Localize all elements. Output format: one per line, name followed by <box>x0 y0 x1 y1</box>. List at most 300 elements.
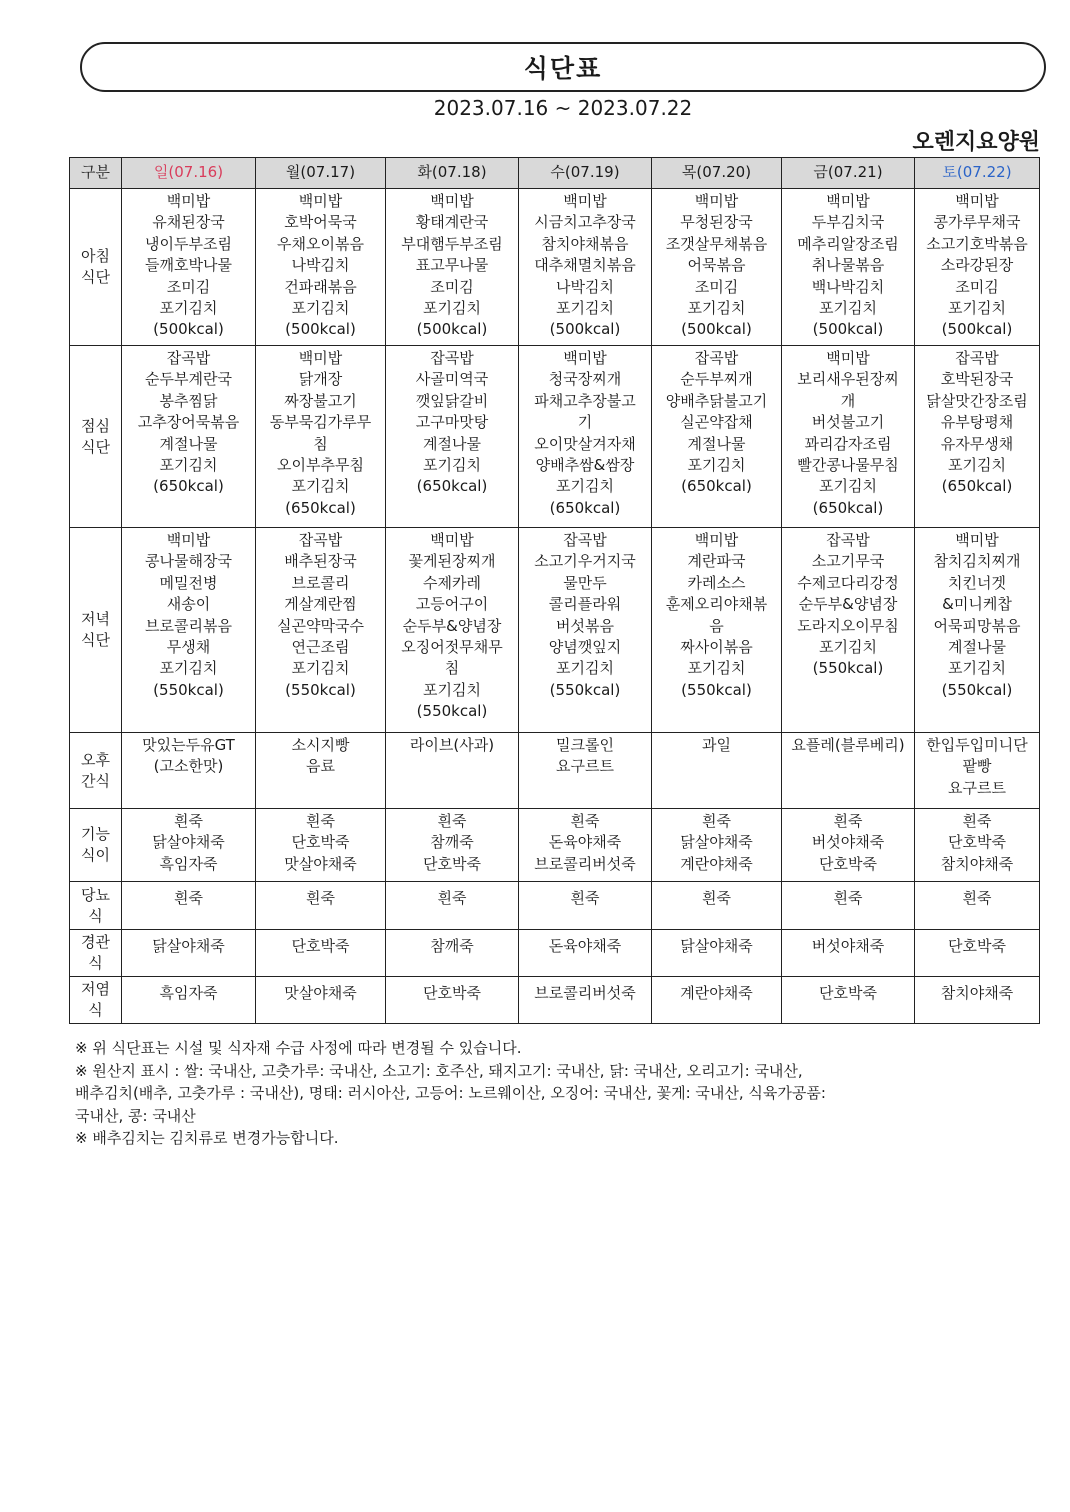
menu-item: 양배추닭불고기 <box>665 391 768 410</box>
meal-label-line: 식 <box>88 954 103 972</box>
menu-item: 단호박죽 <box>423 854 481 873</box>
menu-item: (650kcal) <box>549 498 621 517</box>
menu-item: 단호박죽 <box>819 854 877 873</box>
menu-cell <box>782 346 915 528</box>
menu-item: 흰죽 <box>437 812 467 830</box>
menu-cell <box>256 189 386 346</box>
menu-cell <box>915 930 1040 977</box>
menu-item: 포기김치 <box>948 299 1006 318</box>
menu-item: 오이부추무침 <box>277 456 364 475</box>
menu-cell <box>386 189 519 346</box>
menu-cell <box>122 977 256 1024</box>
menu-item: (550kcal) <box>285 680 356 699</box>
menu-item: 포기김치 <box>819 638 877 657</box>
menu-item: 돈육야채죽 <box>548 937 622 955</box>
menu-item: 흰죽 <box>962 889 992 907</box>
meal-label-line: 식 <box>88 906 103 925</box>
menu-item: 침 <box>313 434 328 453</box>
note-line: ※ 배추김치는 김치류로 변경가능합니다. <box>75 1129 339 1147</box>
menu-cell <box>122 346 256 528</box>
menu-item: 닭살야채죽 <box>680 833 753 852</box>
menu-item: 양배추쌈&쌈장 <box>535 456 635 475</box>
menu-item: 흰죽 <box>437 889 467 907</box>
meal-label-line: 아침 <box>81 247 110 265</box>
menu-item: 계절나물 <box>159 434 218 453</box>
menu-item: 포기김치 <box>687 299 746 318</box>
meal-label-line: 간식 <box>81 771 110 790</box>
menu-item: 훈제오리야채볶 <box>665 595 768 614</box>
menu-item: 호박어묵국 <box>284 213 357 232</box>
menu-cell <box>782 809 915 882</box>
menu-item: 백미밥 <box>826 192 870 210</box>
meal-label-line: 점심 <box>81 416 110 435</box>
menu-item: 꽃게된장찌개 <box>408 552 496 571</box>
menu-item: 대추채멸치볶음 <box>534 256 636 275</box>
menu-item: 개 <box>840 391 856 410</box>
meal-label-line: 당뇨 <box>81 885 110 904</box>
menu-cell <box>519 882 652 930</box>
menu-item: 무생채 <box>166 638 211 657</box>
menu-item: 백미밥 <box>298 349 343 367</box>
menu-item: 흰죽 <box>174 889 203 907</box>
menu-item: 계절나물 <box>423 434 481 453</box>
menu-item: 백미밥 <box>430 531 474 549</box>
date-range: 2023.07.16 ~ 2023.07.22 <box>433 96 693 120</box>
menu-item: (550kcal) <box>416 702 488 721</box>
note-line: ※ 원산지 표시 : 쌀: 국내산, 고춧가루: 국내산, 소고기: 호주산, 돼지고기: 국내산, 닭: 국내산, 오리고기: 국내산, <box>75 1061 803 1080</box>
menu-item: 닭살야채죽 <box>680 937 753 955</box>
menu-item: 백미밥 <box>563 192 607 210</box>
menu-item: 빨간콩나물무침 <box>797 456 899 475</box>
menu-cell <box>386 346 519 528</box>
menu-item: 계란야채죽 <box>680 854 753 873</box>
menu-cell <box>652 977 782 1024</box>
menu-item: 오이맛살겨자채 <box>534 434 636 453</box>
menu-item: 잡곡밥 <box>826 531 870 549</box>
menu-item: 백미밥 <box>826 349 870 367</box>
menu-item: 맛살야채죽 <box>284 854 357 873</box>
menu-item: 참치야채볶음 <box>541 234 629 253</box>
menu-item: 백미밥 <box>955 531 999 549</box>
menu-item: 팥빵 <box>962 757 992 776</box>
menu-item: 포기김치 <box>291 299 350 318</box>
menu-item: 봉추찜닭 <box>159 391 218 410</box>
menu-item: 건파래볶음 <box>284 277 357 296</box>
menu-item: 실곤약잡채 <box>680 413 753 432</box>
menu-item: 흰죽 <box>174 812 203 830</box>
menu-item: 짜장불고기 <box>284 391 357 410</box>
menu-item: 치킨너겟 <box>948 573 1006 592</box>
menu-item: (고소한맛) <box>153 757 224 776</box>
menu-item: 포기김치 <box>556 477 614 496</box>
menu-cell <box>256 733 386 809</box>
menu-item: 흰죽 <box>833 889 863 907</box>
menu-item: 닭개장 <box>298 370 343 389</box>
menu-item: 나박김치 <box>556 277 614 296</box>
menu-cell <box>256 977 386 1024</box>
menu-item: 고추장어묵볶음 <box>137 413 240 432</box>
menu-item: 백미밥 <box>298 192 343 210</box>
menu-item: 맛살야채죽 <box>284 984 357 1002</box>
menu-cell <box>782 930 915 977</box>
menu-item: 흰죽 <box>306 889 335 907</box>
menu-item: 백미밥 <box>955 192 999 210</box>
menu-item: 양념깻잎지 <box>548 638 622 657</box>
menu-cell <box>256 930 386 977</box>
menu-item: (550kcal) <box>549 680 621 699</box>
menu-cell <box>652 528 782 733</box>
day-header: 월(07.17) <box>256 158 386 189</box>
menu-item: 냉이두부조림 <box>145 234 232 253</box>
menu-item: 단호박죽 <box>948 937 1006 955</box>
menu-cell <box>782 882 915 930</box>
menu-item: (650kcal) <box>416 477 488 496</box>
menu-item: 흰죽 <box>962 812 992 830</box>
menu-item: 밀크롤인 <box>556 736 614 754</box>
menu-item: 맛있는두유GT <box>142 736 235 754</box>
menu-item: 물만두 <box>563 573 607 592</box>
day-header: 일(07.16) <box>122 158 256 189</box>
meal-label <box>70 809 122 882</box>
note-line: 배추김치(배추, 고춧가루 : 국내산), 명태: 러시아산, 고등어: 노르웨이산, 오징어: 국내산, 꽃게: 국내산, 식육가공품: <box>75 1084 826 1102</box>
menu-item: 포기김치 <box>423 680 481 699</box>
facility-name: 오렌지요양원 <box>912 130 1040 155</box>
menu-item: 포기김치 <box>687 659 746 678</box>
meal-row <box>70 733 1040 809</box>
menu-cell <box>782 977 915 1024</box>
meal-label <box>70 528 122 733</box>
menu-cell <box>915 882 1040 930</box>
menu-cell <box>652 189 782 346</box>
menu-cell <box>122 882 256 930</box>
menu-cell <box>519 977 652 1024</box>
menu-item: 포기김치 <box>291 659 350 678</box>
menu-item: 침 <box>444 659 460 678</box>
menu-item: 보리새우된장찌 <box>797 370 899 389</box>
menu-item: 흑임자죽 <box>159 854 218 873</box>
menu-cell <box>122 930 256 977</box>
menu-item: (550kcal) <box>812 659 884 678</box>
menu-item: 닭살야채죽 <box>152 937 225 955</box>
menu-cell <box>256 882 386 930</box>
menu-item: 잡곡밥 <box>298 531 343 549</box>
menu-item: 꽈리감자조림 <box>804 434 892 453</box>
menu-cell <box>782 189 915 346</box>
meal-label <box>70 882 122 930</box>
menu-item: 흰죽 <box>702 889 731 907</box>
menu-item: 버섯야채죽 <box>811 937 885 955</box>
menu-item: 조미김 <box>166 277 211 296</box>
menu-item: 호박된장국 <box>940 370 1014 389</box>
menu-item: 백미밥 <box>430 192 474 210</box>
menu-item: 브로콜리버섯죽 <box>534 854 636 873</box>
meal-label <box>70 930 122 977</box>
menu-item: 카레소스 <box>687 573 746 592</box>
menu-item: 나박김치 <box>291 256 350 275</box>
menu-item: 순두부&양념장 <box>798 595 898 614</box>
menu-item: 소시지빵 <box>291 736 350 754</box>
menu-item: 잡곡밥 <box>563 531 607 549</box>
menu-item: 순두부찌개 <box>680 370 753 389</box>
menu-item: 메밀전병 <box>159 573 218 592</box>
menu-item: 단호박죽 <box>291 833 350 852</box>
menu-item: 흑임자죽 <box>159 984 218 1002</box>
menu-cell <box>256 809 386 882</box>
menu-item: 수제카레 <box>423 573 481 592</box>
menu-item: (500kcal) <box>153 320 224 339</box>
menu-item: 어묵피망볶음 <box>933 616 1021 635</box>
menu-item: 잡곡밥 <box>694 349 739 367</box>
day-header: 화(07.18) <box>386 158 519 189</box>
menu-item: 콩가루무채국 <box>933 213 1021 232</box>
menu-cell <box>915 977 1040 1024</box>
menu-item: 포기김치 <box>948 659 1006 678</box>
meal-label <box>70 733 122 809</box>
menu-item: 닭살야채죽 <box>152 833 225 852</box>
meal-label-line: 저녁 <box>81 610 110 628</box>
menu-item: (500kcal) <box>285 320 356 339</box>
menu-item: 요플레(블루베리) <box>791 736 905 754</box>
menu-cell <box>652 809 782 882</box>
menu-cell <box>915 346 1040 528</box>
menu-item: 브로콜리볶음 <box>145 616 232 635</box>
meal-label-line: 경관 <box>81 933 110 951</box>
menu-item: 참깨죽 <box>430 833 474 852</box>
menu-item: 요구르트 <box>556 757 614 776</box>
menu-item: 소고기우거지국 <box>534 552 636 571</box>
menu-item: 배추된장국 <box>284 552 357 571</box>
menu-item: 돈육야채죽 <box>548 833 622 852</box>
menu-item: &미니케찹 <box>942 595 1012 614</box>
meal-label-line: 기능 <box>81 825 110 843</box>
menu-item: 조미김 <box>955 277 999 296</box>
menu-item: 게살계란찜 <box>284 595 357 614</box>
menu-item: 조미김 <box>694 277 739 296</box>
menu-item: 포기김치 <box>556 659 614 678</box>
menu-item: 포기김치 <box>291 477 350 496</box>
meal-label-line: 오후 <box>81 750 110 769</box>
menu-cell <box>386 528 519 733</box>
day-header: 금(07.21) <box>782 158 915 189</box>
menu-item: 파채고추장불고 <box>534 391 636 410</box>
menu-item: 사골미역국 <box>415 370 489 389</box>
menu-item: (650kcal) <box>812 498 884 517</box>
menu-item: (500kcal) <box>941 320 1013 339</box>
menu-item: 백미밥 <box>166 531 211 549</box>
menu-item: 닭살맛간장조림 <box>926 391 1028 410</box>
menu-cell <box>256 528 386 733</box>
menu-item: 한입두입미니단 <box>926 736 1028 754</box>
menu-item: (650kcal) <box>153 477 224 496</box>
menu-item: 흰죽 <box>570 889 600 907</box>
menu-item: (550kcal) <box>681 680 752 699</box>
meal-row <box>70 930 1040 977</box>
menu-item: 흰죽 <box>306 812 335 830</box>
note-line: 국내산, 콩: 국내산 <box>75 1106 196 1125</box>
menu-item: 단호박죽 <box>819 984 877 1002</box>
menu-cell <box>652 930 782 977</box>
meal-label <box>70 189 122 346</box>
menu-item: 포기김치 <box>819 299 877 318</box>
menu-cell <box>519 346 652 528</box>
menu-item: 황태계란국 <box>415 213 489 232</box>
menu-item: 실곤약막국수 <box>277 616 364 635</box>
menu-item: 흰죽 <box>833 812 863 830</box>
menu-item: 단호박죽 <box>423 984 481 1002</box>
menu-item: 짜사이볶음 <box>680 638 753 657</box>
menu-item: (500kcal) <box>549 320 621 339</box>
menu-item: 계절나물 <box>948 638 1006 657</box>
meal-label-line: 식단 <box>81 437 110 456</box>
menu-item: 백나박김치 <box>811 277 885 296</box>
menu-item: 우채오이볶음 <box>277 234 364 253</box>
menu-item: 포기김치 <box>556 299 614 318</box>
menu-item: 시금치고추장국 <box>534 213 636 232</box>
menu-item: (550kcal) <box>153 680 224 699</box>
note-line: ※ 위 식단표는 시설 및 식자재 수급 사정에 따라 변경될 수 있습니다. <box>75 1039 522 1057</box>
day-header: 토(07.22) <box>915 158 1040 189</box>
menu-cell <box>652 733 782 809</box>
menu-item: 단호박죽 <box>291 937 350 955</box>
corner-cell: 구분 <box>70 158 122 189</box>
page-title: 식단표 <box>523 54 603 83</box>
menu-item: 잡곡밥 <box>430 349 474 367</box>
menu-item: 고등어구이 <box>415 595 489 614</box>
menu-item: 흰죽 <box>702 812 731 830</box>
menu-cell <box>652 346 782 528</box>
menu-item: 참치야채죽 <box>940 854 1014 873</box>
menu-item: 수제코다리강정 <box>797 573 899 592</box>
meal-row <box>70 189 1040 346</box>
menu-item: 포기김치 <box>159 659 218 678</box>
menu-item: 유채된장국 <box>152 213 225 232</box>
meal-label <box>70 346 122 528</box>
menu-item: 어묵볶음 <box>687 256 746 275</box>
meal-label-line: 식단 <box>81 631 110 649</box>
menu-item: 포기김치 <box>423 299 481 318</box>
day-header: 목(07.20) <box>652 158 782 189</box>
menu-item: 계란야채죽 <box>680 984 753 1002</box>
menu-item: 메추리알장조림 <box>797 234 899 253</box>
menu-item: 라이브(사과) <box>409 736 495 754</box>
menu-cell <box>386 882 519 930</box>
menu-item: 백미밥 <box>694 531 739 549</box>
menu-cell <box>122 528 256 733</box>
meal-label-line: 식단 <box>81 268 110 286</box>
menu-item: 포기김치 <box>819 477 877 496</box>
menu-item: 브로콜리버섯죽 <box>534 984 636 1002</box>
menu-item: 과일 <box>702 736 731 754</box>
menu-item: 오징어젓무채무 <box>401 638 503 657</box>
menu-item: 포기김치 <box>159 299 218 318</box>
meal-label-line: 식이 <box>81 846 110 864</box>
menu-cell <box>122 189 256 346</box>
menu-cell <box>519 809 652 882</box>
menu-item: 두부김치국 <box>811 213 885 232</box>
menu-item: 동부묵김가루무 <box>269 413 372 432</box>
menu-cell <box>915 528 1040 733</box>
menu-cell <box>915 809 1040 882</box>
menu-cell <box>915 733 1040 809</box>
menu-item: 표고무나물 <box>415 256 489 275</box>
menu-item: 새송이 <box>166 595 211 614</box>
meal-row <box>70 882 1040 930</box>
menu-cell <box>386 809 519 882</box>
menu-item: 순두부&양념장 <box>402 616 502 635</box>
meal-row <box>70 809 1040 882</box>
menu-item: 취나물볶음 <box>811 256 885 275</box>
menu-item: 조미김 <box>430 277 474 296</box>
menu-item: 소고기호박볶음 <box>926 234 1028 253</box>
menu-cell <box>519 930 652 977</box>
menu-item: 백미밥 <box>563 349 607 367</box>
menu-item: 깻잎닭갈비 <box>415 391 489 410</box>
menu-item: 들깨호박나물 <box>145 256 232 275</box>
menu-item: 고구마맛탕 <box>415 413 489 432</box>
menu-cell <box>122 733 256 809</box>
menu-item: 콜리플라워 <box>548 595 622 614</box>
menu-item: (650kcal) <box>681 477 752 496</box>
menu-item: 포기김치 <box>159 456 218 475</box>
day-header: 수(07.19) <box>519 158 652 189</box>
menu-cell <box>652 882 782 930</box>
meal-row <box>70 528 1040 733</box>
meal-row <box>70 977 1040 1024</box>
menu-item: 조갯살무채볶음 <box>665 234 768 253</box>
menu-table <box>69 157 1040 1024</box>
menu-cell <box>519 733 652 809</box>
menu-item: 부대햄두부조림 <box>401 234 503 253</box>
menu-item: 잡곡밥 <box>955 349 999 367</box>
menu-item: 무청된장국 <box>680 213 753 232</box>
menu-cell <box>256 346 386 528</box>
menu-item: 버섯야채죽 <box>811 833 885 852</box>
menu-item: 버섯볶음 <box>556 616 614 635</box>
menu-item: 소고기무국 <box>811 552 885 571</box>
menu-item: 음료 <box>306 757 335 776</box>
menu-item: 도라지오이무침 <box>797 616 899 635</box>
menu-cell <box>782 528 915 733</box>
menu-item: (550kcal) <box>941 680 1013 699</box>
menu-item: 잡곡밥 <box>166 349 211 367</box>
menu-item: (650kcal) <box>941 477 1013 496</box>
menu-item: 유부탕평채 <box>940 413 1014 432</box>
menu-item: 음 <box>709 616 724 635</box>
menu-item: 백미밥 <box>694 192 739 210</box>
menu-cell <box>915 189 1040 346</box>
menu-item: 단호박죽 <box>948 833 1006 852</box>
menu-item: 포기김치 <box>687 456 746 475</box>
menu-item: 청국장찌개 <box>548 370 622 389</box>
menu-item: 백미밥 <box>166 192 211 210</box>
menu-item: 콩나물해장국 <box>145 552 232 571</box>
menu-cell <box>386 977 519 1024</box>
meal-label-line: 식 <box>88 1001 103 1019</box>
menu-item: 유자무생채 <box>940 434 1014 453</box>
meal-row <box>70 346 1040 528</box>
menu-item: 흰죽 <box>570 812 600 830</box>
menu-item: 브로콜리 <box>291 573 350 592</box>
menu-cell <box>386 733 519 809</box>
menu-item: 소라강된장 <box>940 256 1014 275</box>
menu-item: 포기김치 <box>423 456 481 475</box>
meal-label <box>70 977 122 1024</box>
menu-item: (500kcal) <box>681 320 752 339</box>
menu-item: 계란파국 <box>687 552 746 571</box>
menu-item: 버섯불고기 <box>811 413 885 432</box>
menu-item: (500kcal) <box>416 320 488 339</box>
menu-cell <box>519 528 652 733</box>
